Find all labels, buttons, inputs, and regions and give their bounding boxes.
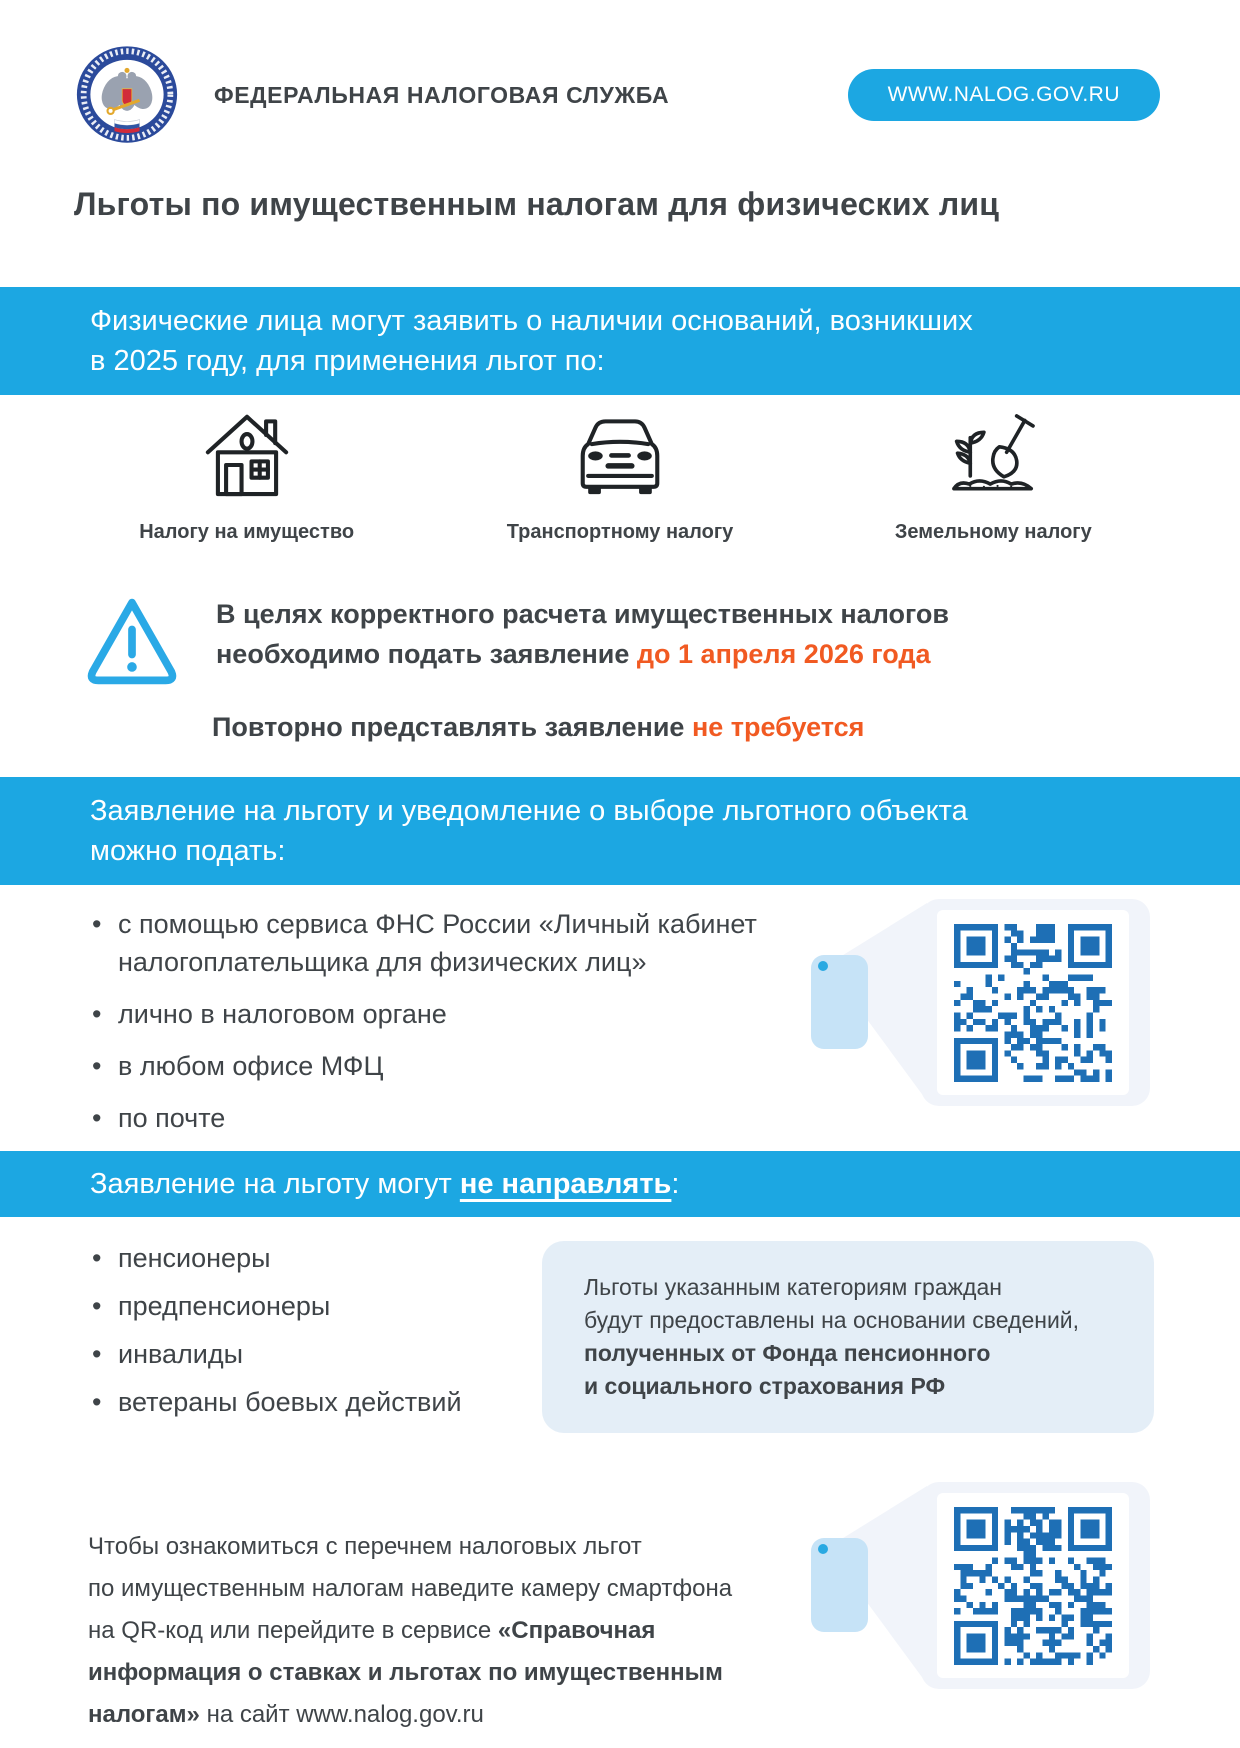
qr-instructions: Чтобы ознакомиться с перечнем налоговых льгот по имущественным налогам наведите камеру смартфона на QR-код или перейдите в сервисе «Справочная информация о ставках и льготах по имущественным налогам» на сайт www.nalog.gov.ru (88, 1533, 733, 1728)
exclude-banner: Заявление на льготу могут не направлять: (0, 1151, 1240, 1217)
tax-type-property (60, 401, 433, 544)
page-title: Льготы по имущественным налогам для физических лиц (74, 186, 1000, 222)
repeat-note: Повторно представлять заявление не требуется (212, 712, 865, 742)
list-item: • в любом офисе МФЦ (88, 1047, 788, 1085)
org-name: ФЕДЕРАЛЬНАЯ НАЛОГОВАЯ СЛУЖБА (214, 81, 670, 108)
submit-banner-line1: Заявление на льготу и уведомление о выборе льготного объекта (90, 795, 968, 827)
qr-graphic-reference-service (803, 1482, 1150, 1697)
info-box-line: будут предоставлены на основании сведений, (584, 1307, 1080, 1333)
submit-options-section (0, 885, 1240, 1151)
intro-banner-line2: в 2025 году, для применения льгот по: (90, 345, 605, 377)
house-icon (196, 405, 298, 505)
site-url-text: на сайт www.nalog.gov.ru (206, 1701, 484, 1728)
site-url-badge[interactable]: WWW.NALOG.GOV.RU (848, 69, 1160, 121)
shovel-icon (942, 405, 1044, 505)
list-item: • инвалиды (88, 1337, 538, 1371)
list-item: • лично в налоговом органе (88, 995, 788, 1033)
info-box-line-bold: и социального страхования РФ (584, 1373, 946, 1399)
tax-type-transport (433, 401, 806, 544)
list-item: • ветераны боевых действий (88, 1385, 538, 1419)
info-box-line: Льготы указанным категориям граждан (584, 1274, 1002, 1300)
deadline-highlight: до 1 апреля 2026 года (636, 639, 931, 669)
submit-options-list (88, 905, 788, 1151)
qr-code (937, 1493, 1129, 1678)
warning-line1: В целях корректного расчета имущественных налогов (216, 599, 949, 629)
warning-line2: необходимо подать заявление до 1 апреля 2026 года (216, 639, 931, 669)
qr-graphic-personal-account (803, 899, 1150, 1114)
not-required-highlight: не требуется (691, 712, 865, 742)
excluded-categories-section (0, 1217, 1240, 1433)
excluded-categories-list (88, 1241, 538, 1433)
info-box-line-bold: полученных от Фонда пенсионного (584, 1340, 991, 1366)
list-item: • с помощью сервиса ФНС России «Личный кабинет налогоплательщика для физических лиц» (88, 905, 788, 981)
list-item: • предпенсионеры (88, 1289, 538, 1323)
exclude-highlight: не направлять (459, 1168, 672, 1200)
tax-type-label: Транспортному налогу (506, 521, 734, 543)
tax-type-label: Налогу на имущество (139, 521, 355, 543)
camera-dot-icon (818, 1544, 828, 1554)
warning-text (216, 590, 949, 674)
info-box (542, 1241, 1154, 1433)
warning-block (84, 590, 1240, 694)
tax-type-label: Земельному налогу (894, 521, 1092, 543)
tax-type-land (807, 401, 1180, 544)
warning-icon (84, 590, 180, 694)
qr-code (937, 910, 1129, 1095)
fns-logo-icon (74, 44, 180, 146)
list-item: • по почте (88, 1099, 788, 1137)
car-icon (569, 405, 671, 505)
submit-banner-line2: можно подать: (90, 835, 286, 867)
intro-banner-line1: Физические лица могут заявить о наличии оснований, возникших (90, 305, 973, 337)
list-item: • пенсионеры (88, 1241, 538, 1275)
tax-types-row (0, 401, 1240, 544)
camera-dot-icon (818, 961, 828, 971)
intro-banner (0, 287, 1240, 395)
qr-instructions-section (0, 1482, 1240, 1736)
submit-banner (0, 777, 1240, 885)
header (0, 0, 1240, 146)
